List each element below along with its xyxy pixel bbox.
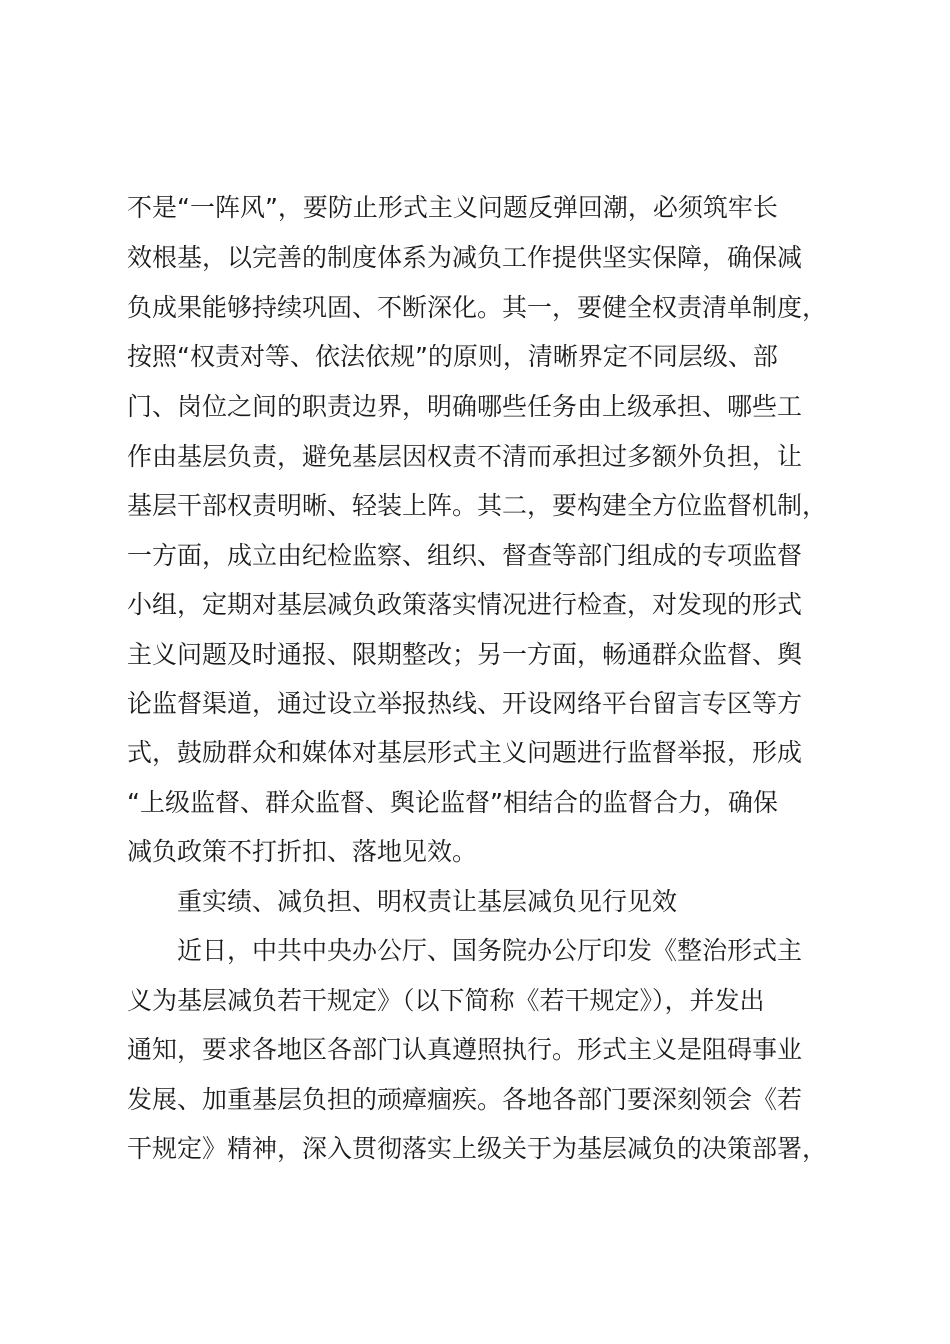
paragraph-line: 小组，定期对基层减负政策落实情况进行检查，对发现的形式: [127, 590, 803, 619]
paragraph-line: 一方面，成立由纪检监察、组织、督查等部门组成的专项监督: [127, 541, 803, 570]
paragraph-line: 干规定》精神，深入贯彻落实上级关于为基层减负的决策部署，: [127, 1134, 828, 1163]
paragraph-line: 主义问题及时通报、限期整改；另一方面，畅通群众监督、舆: [127, 640, 803, 669]
paragraph-line: 近日，中共中央办公厅、国务院办公厅印发《整治形式主: [127, 936, 803, 965]
paragraph-line: 按照“权责对等、依法依规”的原则，清晰界定不同层级、部: [127, 342, 778, 371]
paragraph-line: 不是“一阵风”，要防止形式主义问题反弹回潮，必须筑牢长: [127, 193, 778, 222]
paragraph-line: 门、岗位之间的职责边界，明确哪些任务由上级承担、哪些工: [127, 392, 803, 421]
paragraph-line: 作由基层负责，避免基层因权责不清而承担过多额外负担，让: [127, 442, 803, 471]
paragraph-line: “上级监督、群众监督、舆论监督”相结合的监督合力，确保: [127, 788, 778, 817]
paragraph-line: 效根基，以完善的制度体系为减负工作提供坚实保障，确保减: [127, 243, 803, 272]
paragraph-line: 通知，要求各地区各部门认真遵照执行。形式主义是阻碍事业: [127, 1035, 803, 1064]
section-title: 重实绩、减负担、明权责让基层减负见行见效: [127, 887, 678, 916]
paragraph-line: 义为基层减负若干规定》（以下简称《若干规定》），并发出: [127, 986, 765, 1015]
paragraph-line: 负成果能够持续巩固、不断深化。其一，要健全权责清单制度，: [127, 293, 828, 322]
paragraph-line: 论监督渠道，通过设立举报热线、开设网络平台留言专区等方: [127, 689, 803, 718]
paragraph-line: 基层干部权责明晰、轻装上阵。其二，要构建全方位监督机制，: [127, 491, 828, 520]
paragraph-line: 发展、加重基层负担的顽瘴痼疾。各地各部门要深刻领会《若: [127, 1085, 803, 1114]
paragraph-line: 式，鼓励群众和媒体对基层形式主义问题进行监督举报，形成: [127, 738, 803, 767]
paragraph-line: 减负政策不打折扣、落地见效。: [127, 837, 478, 866]
